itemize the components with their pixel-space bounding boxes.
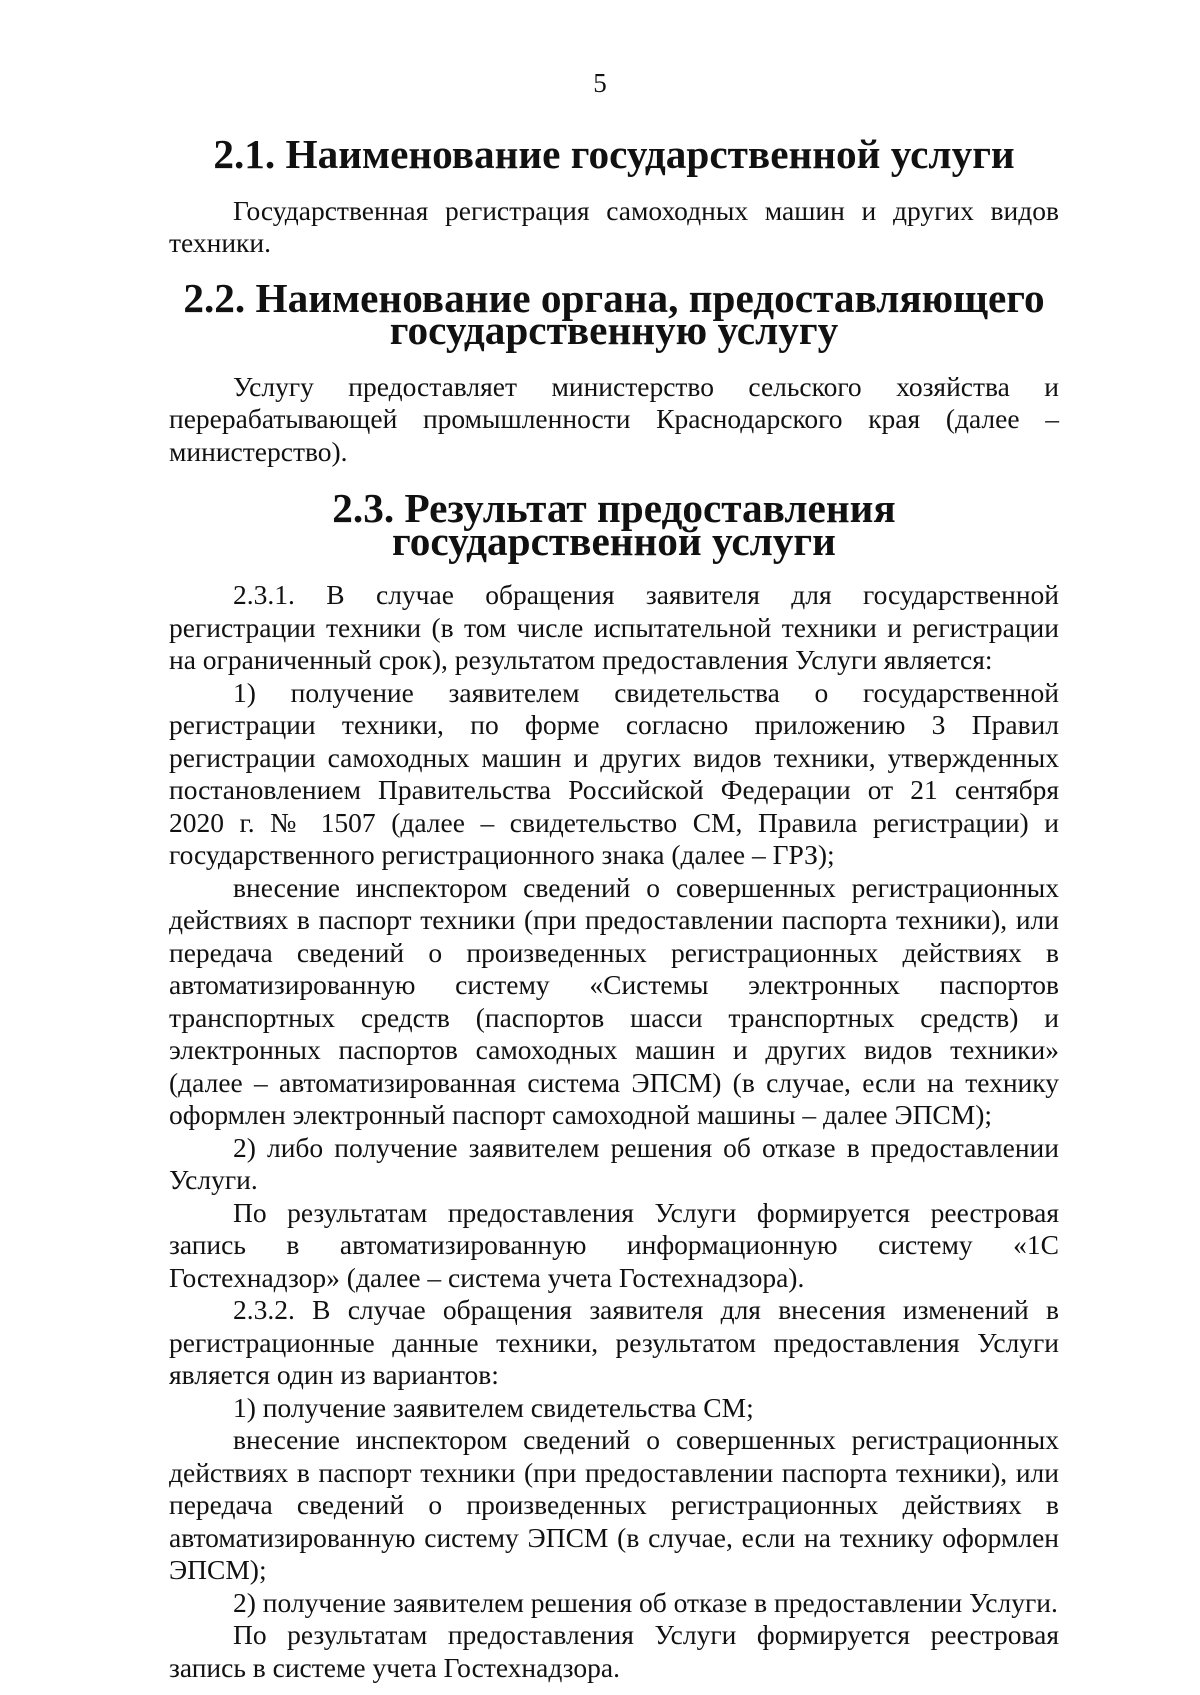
- section-2-1-text: Государственная регистрация самоходных машин и других видов техники.: [169, 194, 1059, 258]
- paragraph-2-3-2: 2.3.2. В случае обращения заявителя для внесения изменений в регистрационные данные техники, результатом предоставления Услуги является один из вариантов:: [169, 1294, 1059, 1390]
- page-number: 5: [593, 68, 607, 98]
- paragraph-inspector-2: внесение инспектором сведений о совершенных регистрационных действиях в паспорт техники (при предоставлении паспорта техники), или передача сведений о произведенных регистрационных действиях в автоматизированную систему ЭПСМ (в случае, если на технику оформлен ЭПСМ);: [169, 1424, 1059, 1585]
- paragraph-item-2b: 2) получение заявителем решения об отказе в предоставлении Услуги.: [233, 1586, 1058, 1618]
- section-2-3-body: [169, 579, 1059, 1684]
- document-content: [169, 131, 1059, 1684]
- section-2-2-heading-line2: государственную услугу: [389, 307, 839, 353]
- section-2-2-text: Услугу предоставляет министерство сельского хозяйства и перерабатывающей промышленности Краснодарского края (далее – министерство).: [169, 370, 1059, 467]
- section-2-2-heading: [169, 274, 1059, 353]
- paragraph-item-2: 2) либо получение заявителем решения об отказе в предоставлении Услуги.: [169, 1131, 1059, 1195]
- section-2-3-heading-line2: государственной услуги: [392, 517, 836, 564]
- paragraph-registry-2: По результатам предоставления Услуги формируется реестровая запись в системе учета Гостехнадзора.: [169, 1619, 1059, 1683]
- paragraph-2-3-1: 2.3.1. В случае обращения заявителя для государственной регистрации техники (в том числе испытательной техники и регистрации на ограниченный срок), результатом предоставления Услуги является:: [169, 579, 1059, 675]
- section-2-1-heading: [169, 131, 1059, 177]
- section-2-3-heading: [169, 485, 1059, 564]
- paragraph-inspector-1: внесение инспектором сведений о совершенных регистрационных действиях в паспорт техники (при предоставлении паспорта техники), или передача сведений о произведенных регистрационных действиях в автоматизированную систему «Системы электронных паспортов транспортных средств (паспортов шасси транспортных средств) и электронных паспортов самоходных машин и других видов техники» (далее – автоматизированная система ЭПСМ) (в случае, если на технику оформлен электронный паспорт самоходной машины – далее ЭПСМ);: [169, 871, 1059, 1130]
- paragraph-item-1: 1) получение заявителем свидетельства о государственной регистрации техники, по форме согласно приложению 3 Правил регистрации самоходных машин и других видов техники, утвержденных постановлением Правительства Российской Федерации от 21 сентября 2020 г. № 1507 (далее – свидетельство СМ, Правила регистрации) и государственного регистрационного знака (далее – ГРЗ);: [169, 676, 1059, 870]
- section-2-3-heading-line1: 2.3. Результат предоставления: [332, 485, 896, 531]
- section-2-2-heading-line1: 2.2. Наименование органа, предоставляющего: [183, 274, 1045, 321]
- section-2-1-heading-text: 2.1. Наименование государственной услуги: [213, 131, 1015, 177]
- paragraph-item-1b: 1) получение заявителем свидетельства СМ;: [233, 1391, 754, 1423]
- paragraph-registry-1: По результатам предоставления Услуги формируется реестровая запись в автоматизированную информационную систему «1С Гостехнадзор» (далее – система учета Гостехнадзора).: [169, 1196, 1059, 1293]
